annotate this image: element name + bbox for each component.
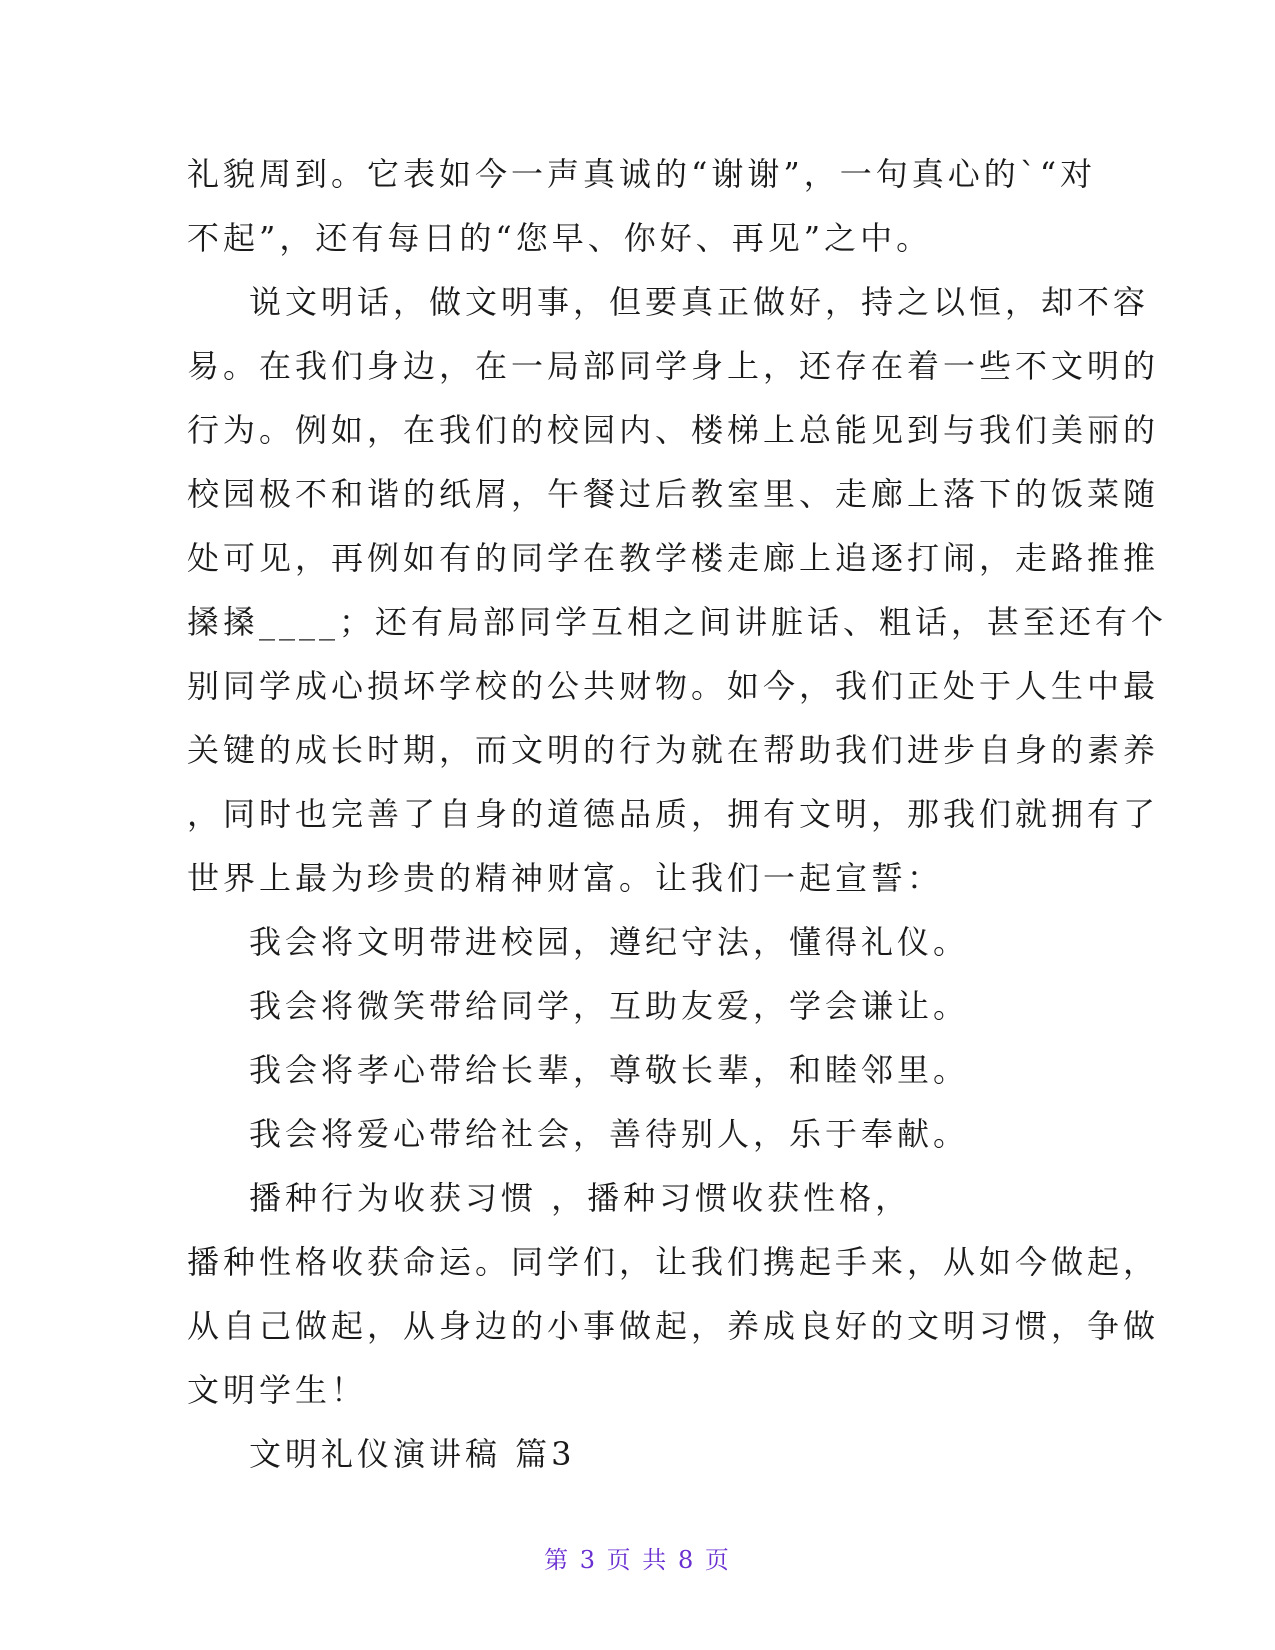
text-line: 文明学生！ [187,1371,368,1409]
text-line: 我会将微笑带给同学，互助友爱，学会谦让。 [249,987,970,1025]
text-line: 播种行为收获习惯 ，播种习惯收获性格， [249,1179,912,1217]
text-line: 我会将孝心带给长辈，尊敬长辈，和睦邻里。 [249,1051,970,1089]
text-line: 处可见，再例如有的同学在教学楼走廊上追逐打闹，走路推推 [187,539,1160,577]
text-line: 播种性格收获命运。同学们，让我们携起手来，从如今做起， [187,1243,1160,1281]
text-line: 说文明话，做文明事，但要真正做好，持之以恒，却不容 [249,283,1150,321]
text-line: 文明礼仪演讲稿 篇3 [249,1435,576,1473]
page-footer: 第 3 页 共 8 页 [544,1546,731,1574]
text-line: 校园极不和谐的纸屑，午餐过后教室里、走廊上落下的饭菜随 [187,475,1160,513]
text-line: 行为。例如，在我们的校园内、楼梯上总能见到与我们美丽的 [187,411,1160,449]
text-line: 世界上最为珍贵的精神财富。让我们一起宣誓： [187,859,944,897]
text-line: 我会将爱心带给社会，善待别人，乐于奉献。 [249,1115,970,1153]
text-line: 关键的成长时期，而文明的行为就在帮助我们进步自身的素养 [187,731,1160,769]
text-line: 我会将文明带进校园，遵纪守法，懂得礼仪。 [249,923,970,961]
text-line: 搡搡____；还有局部同学互相之间讲脏话、粗话，甚至还有个 [187,603,1168,641]
text-line: 礼貌周到。它表如今一声真诚的“谢谢”，一句真心的`“对 [187,155,1097,193]
text-line: 别同学成心损坏学校的公共财物。如今，我们正处于人生中最 [187,667,1160,705]
text-line: 易。在我们身边，在一局部同学身上，还存在着一些不文明的 [187,347,1160,385]
document-body [187,142,1168,1486]
text-line: 不起”，还有每日的“您早、你好、再见”之中。 [187,219,933,257]
text-line: ，同时也完善了自身的道德品质，拥有文明，那我们就拥有了 [187,795,1160,833]
text-line: 从自己做起，从身边的小事做起，养成良好的文明习惯，争做 [187,1307,1160,1345]
